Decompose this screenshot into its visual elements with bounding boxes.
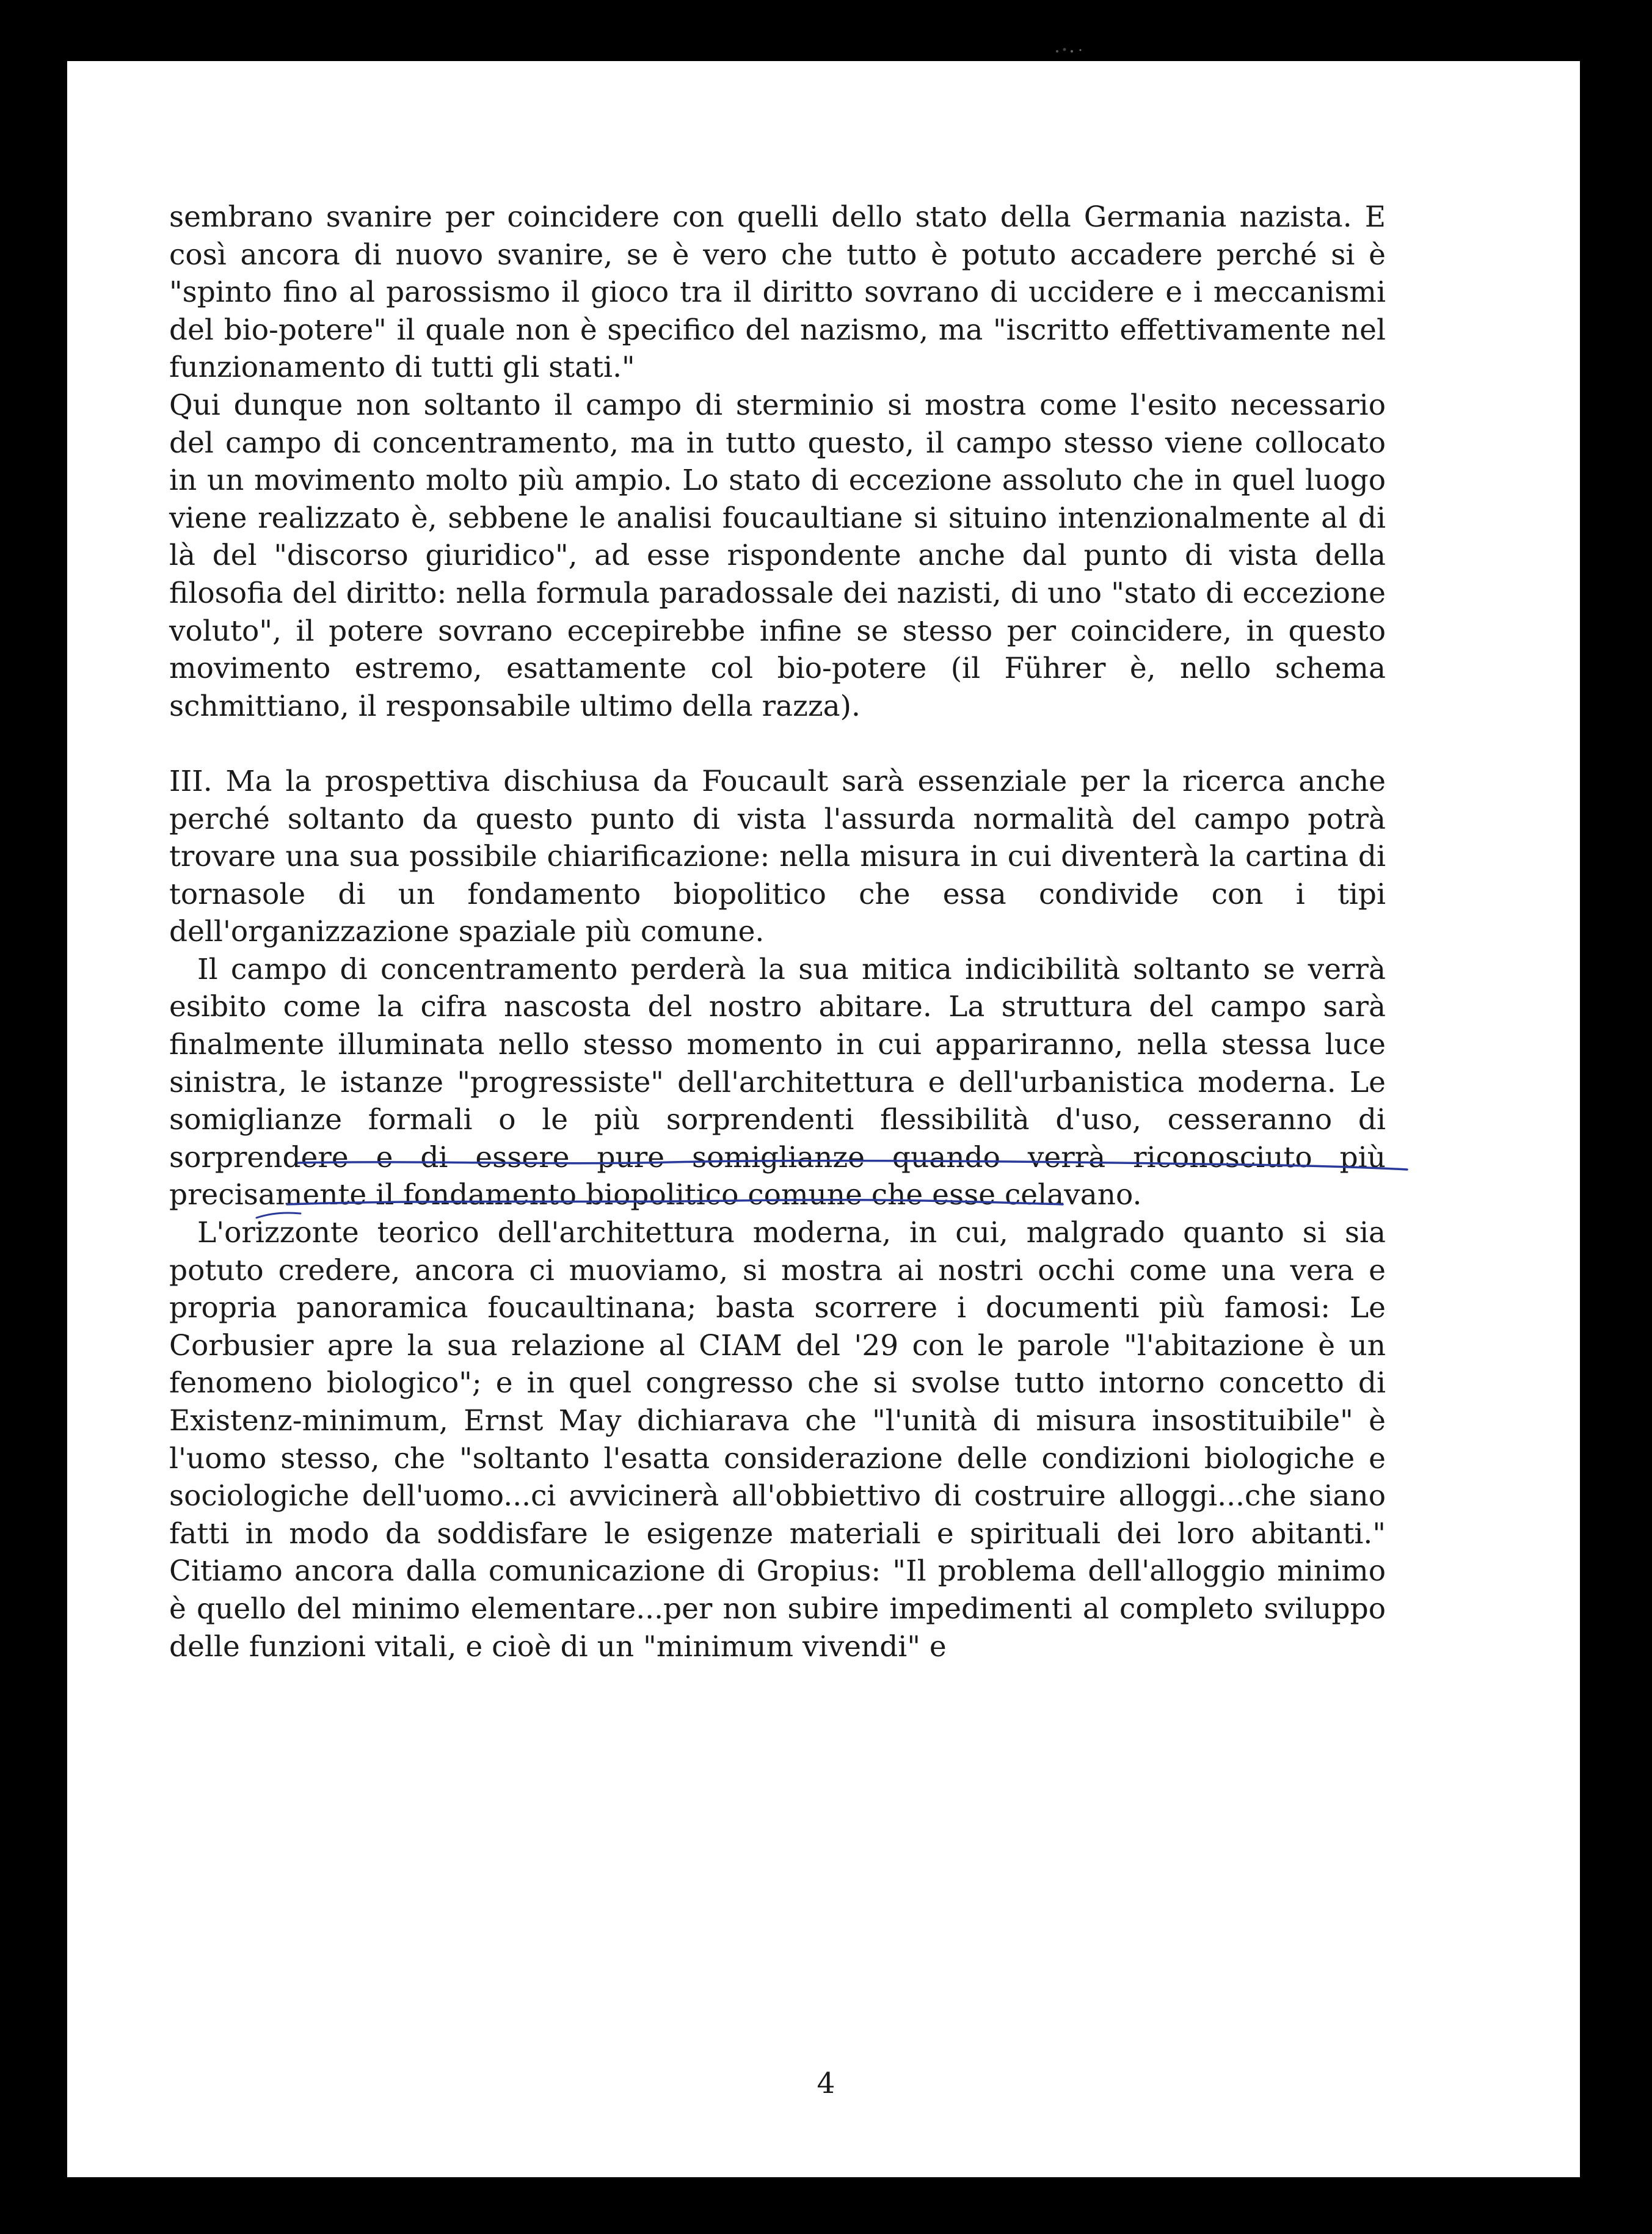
- paragraph-3-section-iii: III. Ma la prospettiva dischiusa da Foucault sarà essenziale per la ricerca anche perché soltanto da questo punto di vista l'assurda normalità del campo potrà trovare una sua possibile chiarificazione: nella misura in cui diventerà la cartina di tornasole di un fondamento biopolitico che essa condivide con i tipi dell'organizzazione spaziale più comune.: [169, 764, 1386, 949]
- paragraph-1: sembrano svanire per coincidere con quelli dello stato della Germania nazista. E così ancora di nuovo svanire, se è vero che tutto è potuto accadere perché si è "spinto fino al parossismo il gioco tra il diritto sovrano di uccidere e i meccanismi del bio-potere" il quale non è specifico del nazismo, ma "iscritto effettivamente nel funzionamento di tutti gli stati.": [169, 200, 1386, 385]
- scan-speck: [1053, 44, 1090, 56]
- body-text: [169, 198, 1386, 1665]
- paragraph-2: Qui dunque non soltanto il campo di sterminio si mostra come l'esito necessario del campo di concentramento, ma in tutto questo, il campo stesso viene collocato in un movimento molto più ampio. Lo stato di eccezione assoluto che in quel luogo viene realizzato è, sebbene le analisi foucaultiane si situino intenzionalmente al di là del "discorso giuridico", ad esse rispondente anche dal punto di vista della filosofia del diritto: nella formula paradossale dei nazisti, di uno "stato di eccezione voluto", il potere sovrano eccepirebbe infine se stesso per coincidere, in questo movimento estremo, esattamente col bio-potere (il Führer è, nello schema schmittiano, il responsabile ultimo della razza).: [169, 388, 1386, 723]
- paragraph-5: L'orizzonte teorico dell'architettura moderna, in cui, malgrado quanto si sia potuto credere, ancora ci muoviamo, si mostra ai nostri occhi come una vera e propria panoramica foucaultinana; basta scorrere i documenti più famosi: Le Corbusier apre la sua relazione al CIAM del '29 con le parole "l'abitazione è un fenomeno biologico"; e in quel congresso che si svolse tutto intorno concetto di Existenz-minimum, Ernst May dichiarava che "l'unità di misura insostituibile" è l'uomo stesso, che "soltanto l'esatta considerazione delle condizioni biologiche e sociologiche dell'uomo...ci avvicinerà all'obbiettivo di costruire alloggi...che siano fatti in modo da soddisfare le esigenze materiali e spirituali dei loro abitanti." Citiamo ancora dalla comunicazione di Gropius: "Il problema dell'alloggio minimo è quello del minimo elementare...per non subire impedimenti al completo sviluppo delle funzioni vitali, e cioè di un "minimum vivendi" e: [169, 1216, 1386, 1664]
- paragraph-4: Il campo di concentramento perderà la sua mitica indicibilità soltanto se verrà esibito come la cifra nascosta del nostro abitare. La struttura del campo sarà finalmente illuminata nello stesso momento in cui appariranno, nella stessa luce sinistra, le istanze "progressiste" dell'architettura e dell'urbanistica moderna. Le somiglianze formali o le più sorprendenti flessibilità d'uso, cesseranno di sorprendere e di essere pure somiglianze quando verrà riconosciuto più precisamente il fondamento biopolitico comune che esse celavano.: [169, 952, 1386, 1212]
- page-number: 4: [817, 2067, 835, 2100]
